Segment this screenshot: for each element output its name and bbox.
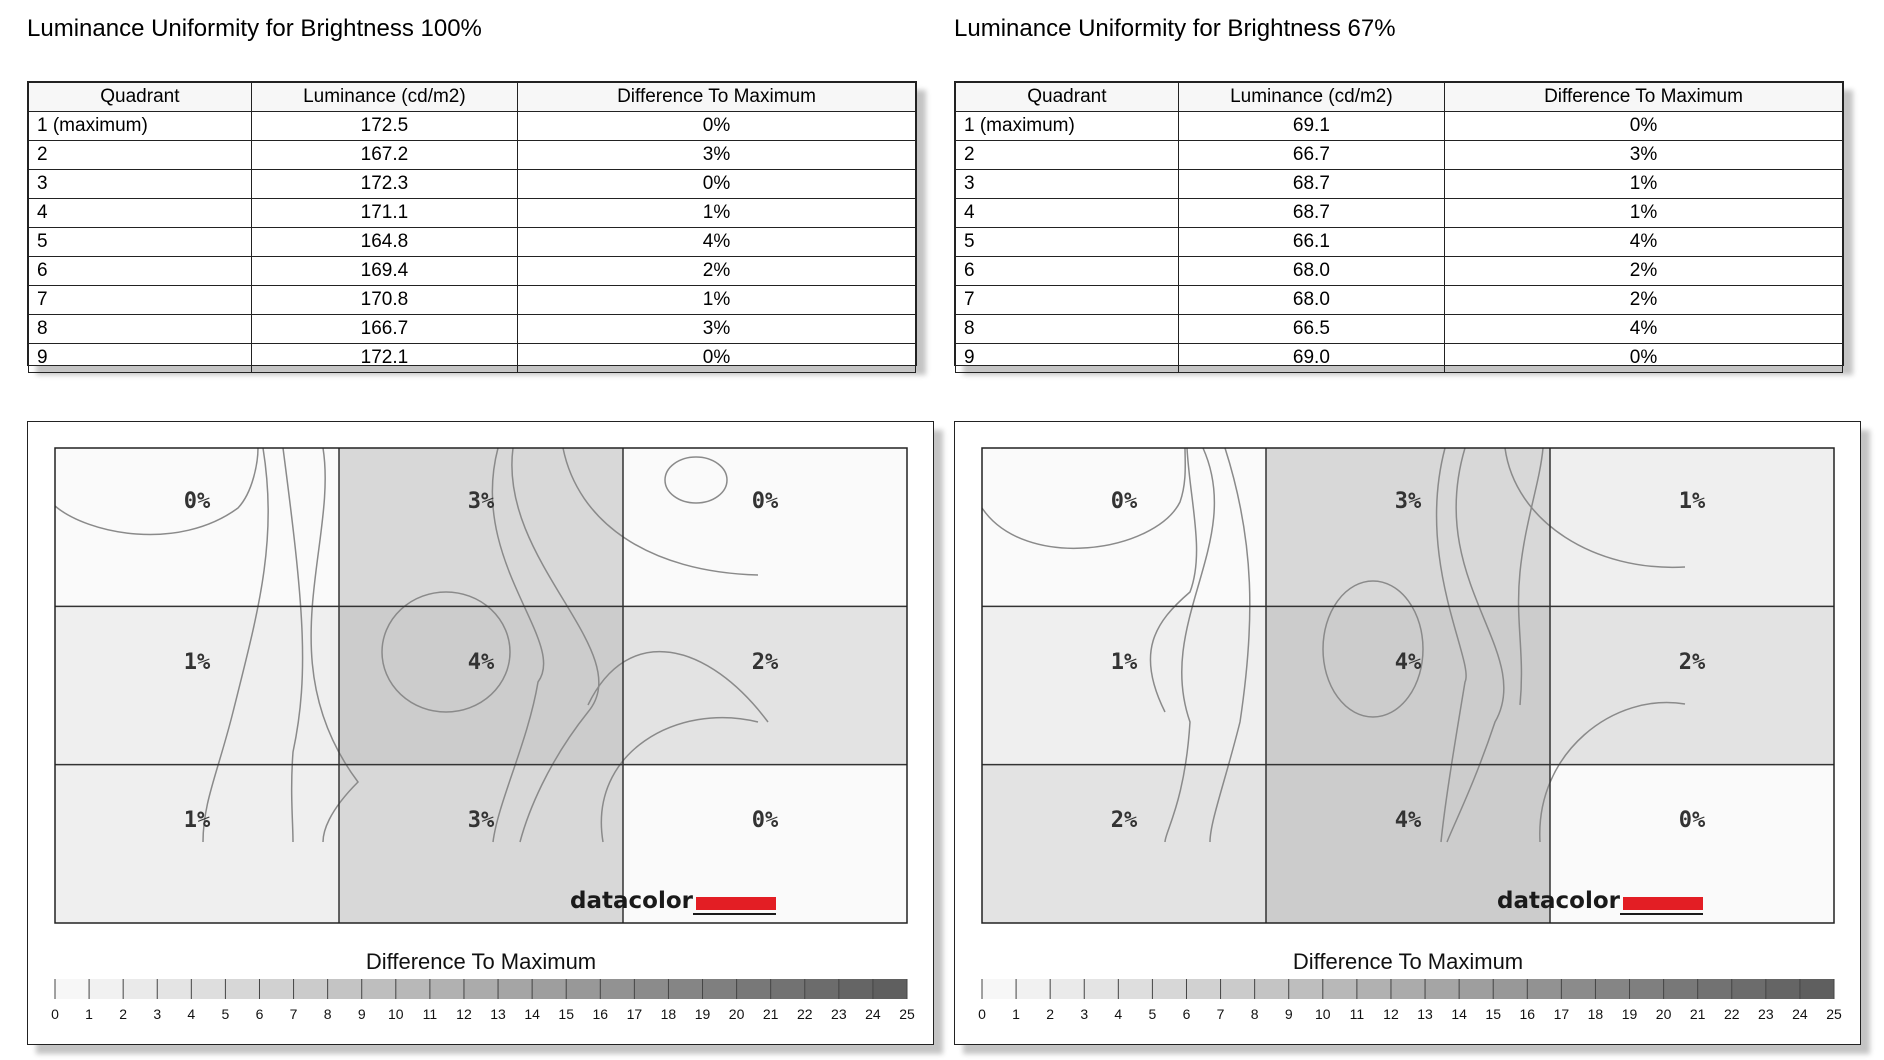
colorbar-tick-label: 10: [388, 1006, 404, 1022]
colorbar-tick-label: 23: [831, 1006, 847, 1022]
colorbar-segment: [225, 979, 259, 999]
cell-quadrant: 4: [956, 199, 1179, 228]
uniformity-chart: [28, 422, 935, 1046]
colorbar-segment: [464, 979, 498, 999]
cell-luminance: 66.5: [1178, 315, 1444, 344]
cell-value-label: 2%: [1110, 808, 1138, 833]
table-row: [956, 112, 1843, 141]
cell-difference: 1%: [1445, 170, 1843, 199]
uniformity-chart-box: [954, 421, 1861, 1045]
colorbar-tick-label: 19: [1621, 1006, 1638, 1022]
colorbar-segment: [1289, 979, 1323, 999]
colorbar-segment: [668, 979, 702, 999]
datacolor-logo-bar: [1623, 897, 1703, 910]
colorbar-label: Difference To Maximum: [365, 949, 597, 974]
cell-difference: 3%: [518, 141, 916, 170]
panel-title: Luminance Uniformity for Brightness 100%: [27, 15, 482, 42]
colorbar-tick-label: 15: [1485, 1006, 1501, 1022]
panel-brightness-100: [0, 0, 940, 1060]
cell-value-label: 0%: [1110, 489, 1138, 514]
heatmap-cell: [339, 448, 623, 606]
colorbar-segment: [532, 979, 566, 999]
table-row: [956, 344, 1843, 373]
table-row: [29, 170, 916, 199]
cell-luminance: 166.7: [251, 315, 517, 344]
heatmap-cell: [55, 765, 339, 923]
colorbar-tick-label: 0: [51, 1006, 59, 1022]
panel-title: Luminance Uniformity for Brightness 67%: [954, 15, 1396, 42]
colorbar-segment: [396, 979, 430, 999]
cell-value-label: 3%: [467, 489, 495, 514]
colorbar-segment: [771, 979, 805, 999]
colorbar-tick-label: 16: [592, 1006, 609, 1022]
heatmap-cell: [982, 448, 1266, 606]
cell-difference: 2%: [1445, 257, 1843, 286]
colorbar-tick-label: 7: [1216, 1006, 1225, 1022]
colorbar-segment: [1493, 979, 1527, 999]
cell-value-label: 1%: [1678, 489, 1706, 514]
cell-luminance: 69.0: [1178, 344, 1444, 373]
colorbar-tick-label: 3: [153, 1006, 162, 1022]
header-quadrant: Quadrant: [956, 83, 1179, 112]
colorbar-tick-label: 8: [323, 1006, 332, 1022]
colorbar-tick-label: 24: [865, 1006, 881, 1022]
heatmap-cell: [1550, 606, 1834, 764]
colorbar-segment: [839, 979, 873, 999]
table-row: [956, 315, 1843, 344]
colorbar-tick-label: 25: [899, 1006, 915, 1022]
cell-luminance: 164.8: [251, 228, 517, 257]
cell-luminance: 170.8: [251, 286, 517, 315]
cell-quadrant: 8: [29, 315, 252, 344]
colorbar-tick-label: 21: [762, 1006, 779, 1022]
cell-value-label: 1%: [1110, 650, 1138, 675]
header-luminance: Luminance (cd/m2): [1178, 83, 1444, 112]
cell-value-label: 0%: [1678, 808, 1706, 833]
table-row: [29, 257, 916, 286]
cell-quadrant: 7: [956, 286, 1179, 315]
table-header-row: [29, 83, 916, 112]
colorbar-segment: [123, 979, 157, 999]
colorbar-tick-label: 4: [1114, 1006, 1123, 1022]
colorbar-segment: [1118, 979, 1152, 999]
cell-value-label: 0%: [751, 808, 779, 833]
colorbar-segment: [1595, 979, 1629, 999]
cell-difference: 1%: [518, 286, 916, 315]
colorbar-tick-label: 0: [978, 1006, 986, 1022]
colorbar-segment: [1221, 979, 1255, 999]
table-row: [29, 141, 916, 170]
colorbar-tick-label: 12: [456, 1006, 472, 1022]
colorbar-tick-label: 11: [1349, 1006, 1365, 1022]
table-row: [956, 199, 1843, 228]
colorbar-tick-label: 9: [357, 1006, 366, 1022]
cell-luminance: 169.4: [251, 257, 517, 286]
cell-quadrant: 1 (maximum): [956, 112, 1179, 141]
colorbar-segment: [328, 979, 362, 999]
colorbar-segment: [1152, 979, 1186, 999]
cell-value-label: 4%: [467, 650, 495, 675]
colorbar-segment: [737, 979, 771, 999]
cell-value-label: 2%: [1678, 650, 1706, 675]
heatmap-cell: [623, 606, 907, 764]
colorbar-tick-label: 12: [1383, 1006, 1399, 1022]
colorbar-tick-label: 22: [796, 1006, 813, 1022]
colorbar-tick-label: 14: [524, 1006, 540, 1022]
cell-luminance: 172.5: [251, 112, 517, 141]
colorbar-tick-label: 13: [1417, 1006, 1433, 1022]
cell-quadrant: 5: [29, 228, 252, 257]
cell-luminance: 172.1: [251, 344, 517, 373]
colorbar-tick-label: 16: [1519, 1006, 1536, 1022]
colorbar-segment: [259, 979, 293, 999]
colorbar-segment: [982, 979, 1016, 999]
cell-difference: 3%: [518, 315, 916, 344]
cell-luminance: 68.7: [1178, 199, 1444, 228]
colorbar-segment: [191, 979, 225, 999]
colorbar-segment: [1323, 979, 1357, 999]
datacolor-logo-text: datacolor: [570, 888, 693, 914]
colorbar-label: Difference To Maximum: [1292, 949, 1524, 974]
header-quadrant: Quadrant: [29, 83, 252, 112]
colorbar-segment: [1630, 979, 1664, 999]
cell-difference: 2%: [1445, 286, 1843, 315]
cell-value-label: 0%: [751, 489, 779, 514]
heatmap-cell: [982, 765, 1266, 923]
cell-quadrant: 8: [956, 315, 1179, 344]
colorbar-segment: [1561, 979, 1595, 999]
colorbar-segment: [703, 979, 737, 999]
uniformity-chart-box: [27, 421, 934, 1045]
colorbar-segment: [1527, 979, 1561, 999]
colorbar-tick-label: 5: [221, 1006, 230, 1022]
table-row: [956, 286, 1843, 315]
table-row: [29, 344, 916, 373]
colorbar-segment: [805, 979, 839, 999]
luminance-table-box: [954, 81, 1844, 366]
heatmap-cell: [1550, 448, 1834, 606]
colorbar-segment: [634, 979, 668, 999]
colorbar-segment: [498, 979, 532, 999]
colorbar-segment: [157, 979, 191, 999]
colorbar-tick-label: 9: [1284, 1006, 1293, 1022]
cell-quadrant: 3: [29, 170, 252, 199]
heatmap-cell: [1266, 606, 1550, 764]
table-row: [956, 141, 1843, 170]
cell-luminance: 68.7: [1178, 170, 1444, 199]
cell-difference: 2%: [518, 257, 916, 286]
heatmap-cell: [623, 448, 907, 606]
colorbar-tick-label: 10: [1315, 1006, 1331, 1022]
cell-difference: 3%: [1445, 141, 1843, 170]
colorbar-tick-label: 5: [1148, 1006, 1157, 1022]
colorbar-tick-label: 13: [490, 1006, 506, 1022]
panel-brightness-67: [927, 0, 1867, 1060]
colorbar-tick-label: 2: [1046, 1006, 1055, 1022]
cell-difference: 0%: [518, 344, 916, 373]
colorbar-tick-label: 17: [626, 1006, 643, 1022]
colorbar-tick-label: 18: [660, 1006, 677, 1022]
cell-value-label: 4%: [1394, 808, 1422, 833]
heatmap-cell: [1266, 448, 1550, 606]
cell-value-label: 2%: [751, 650, 779, 675]
colorbar-tick-label: 22: [1723, 1006, 1740, 1022]
table-row: [29, 315, 916, 344]
colorbar-tick-label: 19: [694, 1006, 711, 1022]
luminance-table: [28, 82, 916, 373]
cell-value-label: 3%: [1394, 489, 1422, 514]
cell-luminance: 66.1: [1178, 228, 1444, 257]
heatmap-cell: [55, 606, 339, 764]
table-row: [956, 228, 1843, 257]
colorbar-tick-label: 23: [1758, 1006, 1774, 1022]
colorbar-tick-label: 25: [1826, 1006, 1842, 1022]
colorbar-segment: [1698, 979, 1732, 999]
table-header-row: [956, 83, 1843, 112]
colorbar-segment: [89, 979, 123, 999]
cell-quadrant: 1 (maximum): [29, 112, 252, 141]
colorbar-segment: [600, 979, 634, 999]
colorbar-tick-label: 17: [1553, 1006, 1570, 1022]
colorbar-segment: [55, 979, 89, 999]
colorbar-segment: [430, 979, 464, 999]
colorbar-tick-label: 8: [1250, 1006, 1259, 1022]
datacolor-logo-text: datacolor: [1497, 888, 1620, 914]
colorbar-segment: [1391, 979, 1425, 999]
colorbar-tick-label: 24: [1792, 1006, 1808, 1022]
colorbar-segment: [566, 979, 600, 999]
datacolor-logo-bar: [696, 897, 776, 910]
colorbar-segment: [362, 979, 396, 999]
colorbar-segment: [1664, 979, 1698, 999]
cell-difference: 1%: [1445, 199, 1843, 228]
cell-quadrant: 4: [29, 199, 252, 228]
cell-value-label: 3%: [467, 808, 495, 833]
colorbar-tick-label: 4: [187, 1006, 196, 1022]
header-luminance: Luminance (cd/m2): [251, 83, 517, 112]
cell-luminance: 68.0: [1178, 257, 1444, 286]
colorbar-tick-label: 20: [1655, 1006, 1672, 1022]
colorbar-tick-label: 6: [1182, 1006, 1191, 1022]
colorbar-segment: [1766, 979, 1800, 999]
cell-difference: 0%: [1445, 344, 1843, 373]
cell-quadrant: 2: [956, 141, 1179, 170]
cell-quadrant: 6: [29, 257, 252, 286]
colorbar-tick-label: 1: [1012, 1006, 1020, 1022]
header-difference: Difference To Maximum: [518, 83, 916, 112]
cell-luminance: 69.1: [1178, 112, 1444, 141]
colorbar-segment: [1425, 979, 1459, 999]
colorbar-segment: [294, 979, 328, 999]
luminance-table: [955, 82, 1843, 373]
cell-difference: 4%: [1445, 228, 1843, 257]
colorbar-tick-label: 21: [1689, 1006, 1706, 1022]
cell-quadrant: 6: [956, 257, 1179, 286]
colorbar-tick-label: 1: [85, 1006, 93, 1022]
cell-luminance: 68.0: [1178, 286, 1444, 315]
colorbar-tick-label: 7: [289, 1006, 298, 1022]
cell-value-label: 0%: [183, 489, 211, 514]
cell-value-label: 1%: [183, 808, 211, 833]
table-row: [29, 228, 916, 257]
table-row: [29, 112, 916, 141]
colorbar-segment: [873, 979, 907, 999]
cell-quadrant: 5: [956, 228, 1179, 257]
cell-difference: 4%: [1445, 315, 1843, 344]
colorbar-segment: [1800, 979, 1834, 999]
cell-difference: 1%: [518, 199, 916, 228]
colorbar-tick-label: 14: [1451, 1006, 1467, 1022]
colorbar-segment: [1084, 979, 1118, 999]
colorbar-tick-label: 3: [1080, 1006, 1089, 1022]
cell-quadrant: 9: [956, 344, 1179, 373]
uniformity-chart: [955, 422, 1862, 1046]
cell-quadrant: 9: [29, 344, 252, 373]
cell-luminance: 171.1: [251, 199, 517, 228]
cell-difference: 0%: [1445, 112, 1843, 141]
cell-quadrant: 3: [956, 170, 1179, 199]
colorbar-tick-label: 6: [255, 1006, 264, 1022]
cell-value-label: 1%: [183, 650, 211, 675]
cell-difference: 4%: [518, 228, 916, 257]
cell-difference: 0%: [518, 170, 916, 199]
colorbar-tick-label: 20: [728, 1006, 745, 1022]
header-difference: Difference To Maximum: [1445, 83, 1843, 112]
cell-difference: 0%: [518, 112, 916, 141]
cell-luminance: 167.2: [251, 141, 517, 170]
colorbar-segment: [1186, 979, 1220, 999]
colorbar-tick-label: 18: [1587, 1006, 1604, 1022]
table-row: [29, 199, 916, 228]
cell-quadrant: 2: [29, 141, 252, 170]
luminance-table-box: [27, 81, 917, 366]
colorbar-tick-label: 2: [119, 1006, 128, 1022]
colorbar-segment: [1459, 979, 1493, 999]
cell-value-label: 4%: [1394, 650, 1422, 675]
cell-luminance: 66.7: [1178, 141, 1444, 170]
colorbar-segment: [1357, 979, 1391, 999]
colorbar-tick-label: 11: [422, 1006, 438, 1022]
heatmap-cell: [982, 606, 1266, 764]
colorbar-segment: [1016, 979, 1050, 999]
colorbar-segment: [1050, 979, 1084, 999]
table-row: [956, 257, 1843, 286]
cell-luminance: 172.3: [251, 170, 517, 199]
colorbar-segment: [1255, 979, 1289, 999]
cell-quadrant: 7: [29, 286, 252, 315]
table-row: [956, 170, 1843, 199]
colorbar-tick-label: 15: [558, 1006, 574, 1022]
table-row: [29, 286, 916, 315]
colorbar-segment: [1732, 979, 1766, 999]
